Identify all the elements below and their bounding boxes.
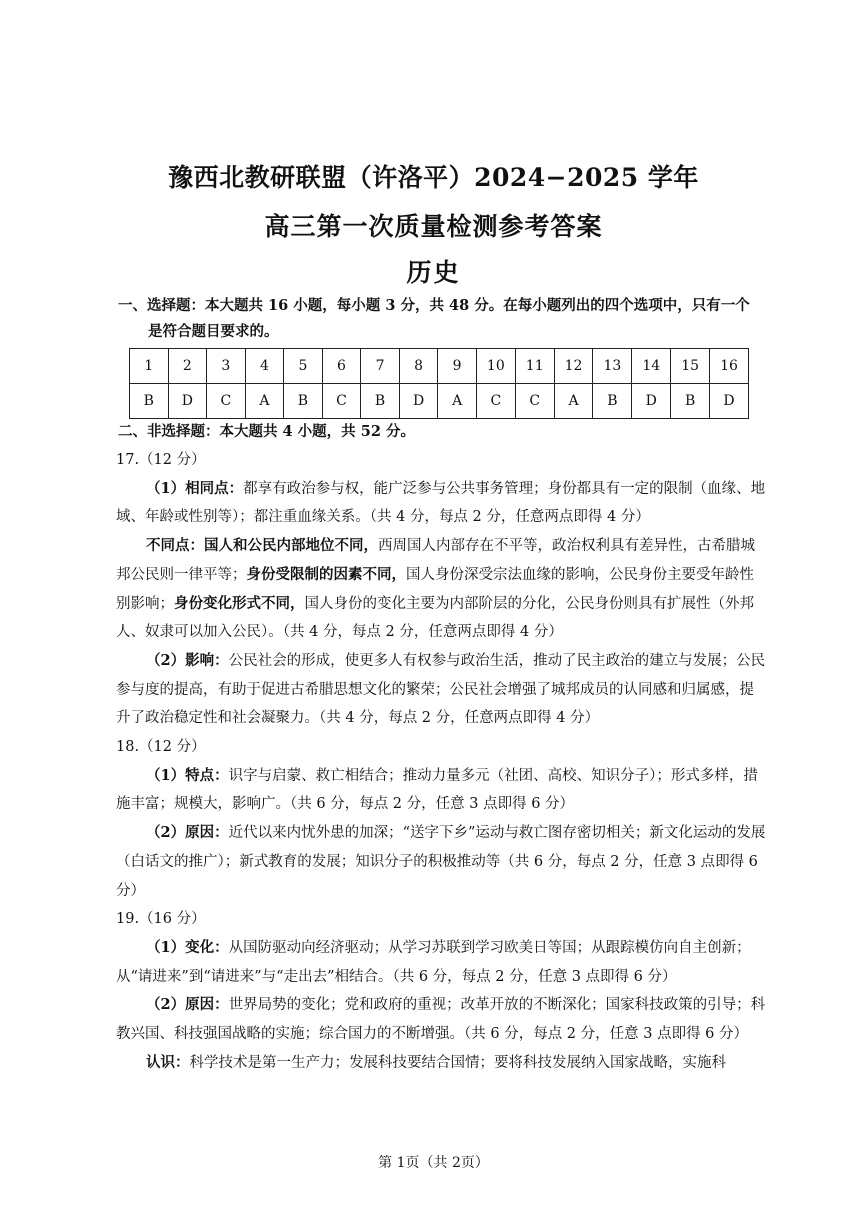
answer-letter: B <box>130 384 169 419</box>
answer-letter: C <box>515 384 554 419</box>
answer-number: 6 <box>322 349 361 384</box>
q17-difference-text1: 西周国人内部存在不平等，政治权利具有差异性，古希腊城邦公民则一律平等； <box>116 538 755 583</box>
answer-letter: A <box>245 384 284 419</box>
q17-difference-point1: 国人和公民内部地位不同， <box>204 537 378 555</box>
q19-part1 <box>116 934 766 991</box>
q17-difference <box>116 532 766 647</box>
q17-difference-point2: 身份受限制的因素不同， <box>246 565 406 583</box>
q18-part2 <box>116 819 766 905</box>
answer-letter: A <box>554 384 593 419</box>
q17-part2-text: 公民社会的形成，使更多人有权参与政治生活，推动了民主政治的建立与发展；公民参与度的提高，有助于促进古希腊思想文化的繁荣；公民社会增强了城邦成员的认同感和归属感，提升了政治稳定性和社会凝聚力。（共 4 分，每点 2 分，任意两点即得 4 分） <box>116 652 766 727</box>
answer-number: 9 <box>438 349 477 384</box>
answer-number: 11 <box>515 349 554 384</box>
answer-number-row <box>130 349 749 384</box>
q17-difference-point3: 身份变化形式不同， <box>174 594 305 612</box>
answer-number: 7 <box>361 349 400 384</box>
q17-part1-text: 都享有政治参与权，能广泛参与公共事务管理；身份都具有一定的限制（血缘、地域、年龄或性别等）；都注重血缘关系。（共 4 分，每点 2 分，任意两点即得 4 分） <box>116 480 766 526</box>
answer-letter: C <box>476 384 515 419</box>
answer-letter: B <box>593 384 632 419</box>
q19-understanding-label: 认识： <box>146 1053 190 1071</box>
q17-difference-text3: 国人身份的变化主要为内部阶层的分化，公民身份则具有扩展性（外邦人、奴隶可以加入公民）。（共 4 分，每点 2 分，任意两点即得 4 分） <box>116 595 754 641</box>
answer-letter: D <box>710 384 749 419</box>
q18-part1 <box>116 762 766 819</box>
answer-letter: C <box>207 384 246 419</box>
answer-number: 5 <box>284 349 323 384</box>
q18-part2-label: （2）原因： <box>146 824 229 842</box>
q19-part2 <box>116 991 766 1048</box>
exam-subtitle: 高三第一次质量检测参考答案 <box>264 212 603 241</box>
section1-line1: 一、选择题：本大题共 16 小题，每小题 3 分，共 48 分。在每小题列出的四个选项中，只有一个 <box>118 297 750 314</box>
page-footer: 第 1页（共 2页） <box>378 1155 489 1171</box>
q17-part1-label: （1）相同点： <box>146 479 244 497</box>
section1-heading <box>118 293 768 345</box>
q17-part1 <box>116 475 766 532</box>
answer-number: 3 <box>207 349 246 384</box>
answer-number: 1 <box>130 349 169 384</box>
answer-number: 12 <box>554 349 593 384</box>
q19-part2-label: （2）原因： <box>146 996 229 1014</box>
q18-part2-text: 近代以来内忧外患的加深；“送字下乡”运动与救亡图存密切相关；新文化运动的发展（白话文的推广）；新式教育的发展；知识分子的积极推动等（共 6 分，每点 2 分，任意 3 点即得 6 分） <box>116 825 766 899</box>
answer-number: 16 <box>710 349 749 384</box>
q18-heading: 18.（12 分） <box>116 739 206 756</box>
q17-difference-text2: 国人身份深受宗法血缘的影响，公民身份主要受年龄性别影响； <box>116 566 754 612</box>
q19-part2-text: 世界局势的变化；党和政府的重视；改革开放的不断深化；国家科技政策的引导；科教兴国、科技强国战略的实施；综合国力的不断增强。（共 6 分，每点 2 分，任意 3 点即得 6 分） <box>116 997 766 1043</box>
q17-part2-label: （2）影响： <box>146 651 229 669</box>
q19-part1-text: 从国防驱动向经济驱动；从学习苏联到学习欧美日等国；从跟踪模仿向自主创新；从“请进来”到“请进来”与“走出去”相结合。（共 6 分，每点 2 分，任意 3 点即得 6 分） <box>116 939 751 985</box>
q17-difference-label: 不同点： <box>146 537 204 555</box>
answer-letter: D <box>168 384 207 419</box>
q19-understanding <box>116 1049 766 1078</box>
section2-heading: 二、非选择题：本大题共 4 小题，共 52 分。 <box>118 423 415 440</box>
answer-body <box>116 446 766 1077</box>
answer-letter: D <box>399 384 438 419</box>
q19-understanding-text: 科学技术是第一生产力；发展科技要结合国情；要将科技发展纳入国家战略，实施科 <box>189 1054 726 1071</box>
section1-line2: 是符合题目要求的。 <box>148 323 279 340</box>
answer-number: 14 <box>632 349 671 384</box>
answer-number: 15 <box>671 349 710 384</box>
subject-title: 历史 <box>406 258 461 287</box>
answer-letter: A <box>438 384 477 419</box>
q17-part2 <box>116 647 766 733</box>
answer-letter: C <box>322 384 361 419</box>
q18-part1-text: 识字与启蒙、救亡相结合；推动力量多元（社团、高校、知识分子）；形式多样，措施丰富；规模大，影响广。（共 6 分，每点 2 分，任意 3 点即得 6 分） <box>116 767 758 813</box>
q19-heading: 19.（16 分） <box>116 911 206 928</box>
q18-part1-label: （1）特点： <box>146 766 229 784</box>
answer-number: 4 <box>245 349 284 384</box>
answer-number: 8 <box>399 349 438 384</box>
answer-number: 2 <box>168 349 207 384</box>
answer-number: 10 <box>476 349 515 384</box>
q17-heading: 17.（12 分） <box>116 452 206 468</box>
answer-letter: B <box>361 384 400 419</box>
answer-table <box>129 348 749 419</box>
exam-title: 豫西北教研联盟（许洛平）2024−2025 学年 <box>168 163 699 192</box>
answer-letter-row <box>130 384 749 419</box>
q19-part1-label: （1）变化： <box>146 938 229 956</box>
answer-letter: B <box>284 384 323 419</box>
answer-letter: D <box>632 384 671 419</box>
answer-number: 13 <box>593 349 632 384</box>
answer-letter: B <box>671 384 710 419</box>
